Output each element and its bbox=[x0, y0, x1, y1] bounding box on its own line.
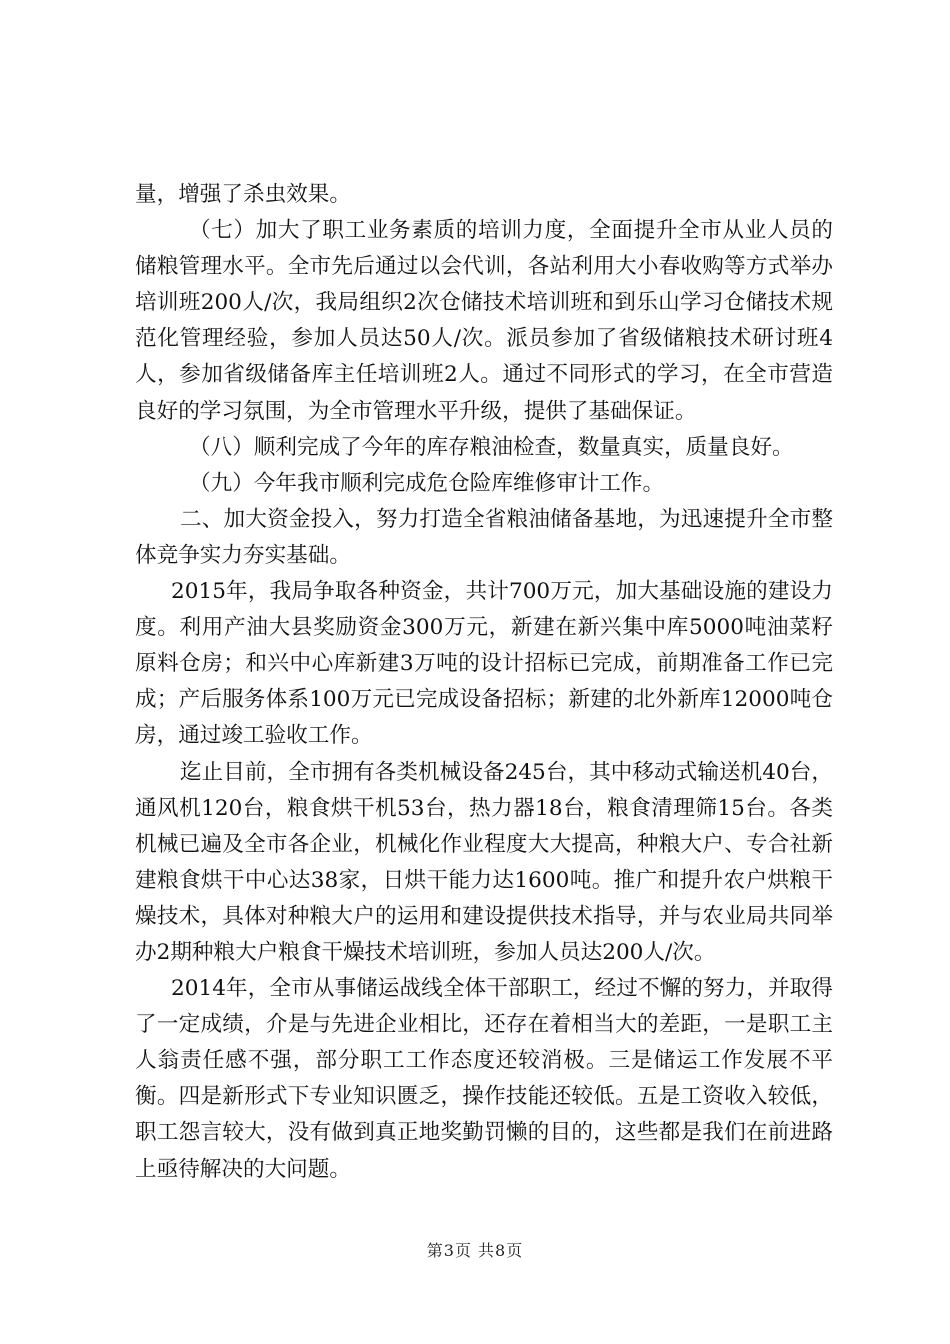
paragraph-section-9: （九）今年我市顺利完成危仓险库维修审计工作。 bbox=[189, 470, 665, 496]
document-body bbox=[135, 177, 833, 1188]
paragraph-2014-summary: 2014年，全市从事储运战线全体干部职工，经过不懈的努力，并取得了一定成绩，介是与先进企业相比，还存在着相当大的差距，一是职工主人翁责任感不强，部分职工工作态度还较消极。三是储运工作发展不平衡。四是新形式下专业知识匮乏，操作技能还较低。五是工资收入较低，职工怨言较大，没有做到真正地奖勤罚懒的目的，这些都是我们在前进路上亟待解决的大问题。 bbox=[135, 976, 833, 1182]
paragraph-continuation: 量，增强了杀虫效果。 bbox=[135, 182, 351, 207]
paragraph-section-7: （七）加大了职工业务素质的培训力度，全面提升全市从业人员的储粮管理水平。全市先后通过以会代训，各站利用大小春收购等方式举办培训班200人/次，我局组织2次仓储技术培训班和到乐山学习仓储技术规范化管理经验，参加人员达50人/次。派员参加了省级储粮技术研讨班4人，参加省级储备库主任培训班2人。通过不同形式的学习，在全市营造良好的学习氛围，为全市管理水平升级，提供了基础保证。 bbox=[135, 218, 833, 424]
paragraph-section-8: （八）顺利完成了今年的库存粮油检查，数量真实，质量良好。 bbox=[189, 434, 794, 460]
paragraph-machinery: 迄止目前，全市拥有各类机械设备245台，其中移动式输送机40台，通风机120台，粮食烘干机53台，热力器18台，粮食清理筛15台。各类机械已遍及全市各企业，机械化作业程度大大提高，种粮大户、专合社新建粮食烘干中心达38家，日烘干能力达1600吨。推广和提升农户烘粮干燥技术，具体对种粮大户的运用和建设提供技术指导，并与农业局共同举办2期种粮大户粮食干燥技术培训班，参加人员达200人/次。 bbox=[135, 759, 833, 965]
paragraph-heading-two: 二、加大资金投入，努力打造全省粮油储备基地，为迅速提升全市整体竞争实力夯实基础。 bbox=[135, 506, 833, 568]
page-number-footer: 第3页 共8页 bbox=[426, 1241, 524, 1260]
paragraph-2015-funding: 2015年，我局争取各种资金，共计700万元，加大基础设施的建设力度。利用产油大县奖励资金300万元，新建在新兴集中库5000吨油菜籽原料仓房；和兴中心库新建3万吨的设计招标已完成，前期准备工作已完成；产后服务体系100万元已完成设备招标；新建的北外新库12000吨仓房，通过竣工验收工作。 bbox=[135, 579, 833, 749]
